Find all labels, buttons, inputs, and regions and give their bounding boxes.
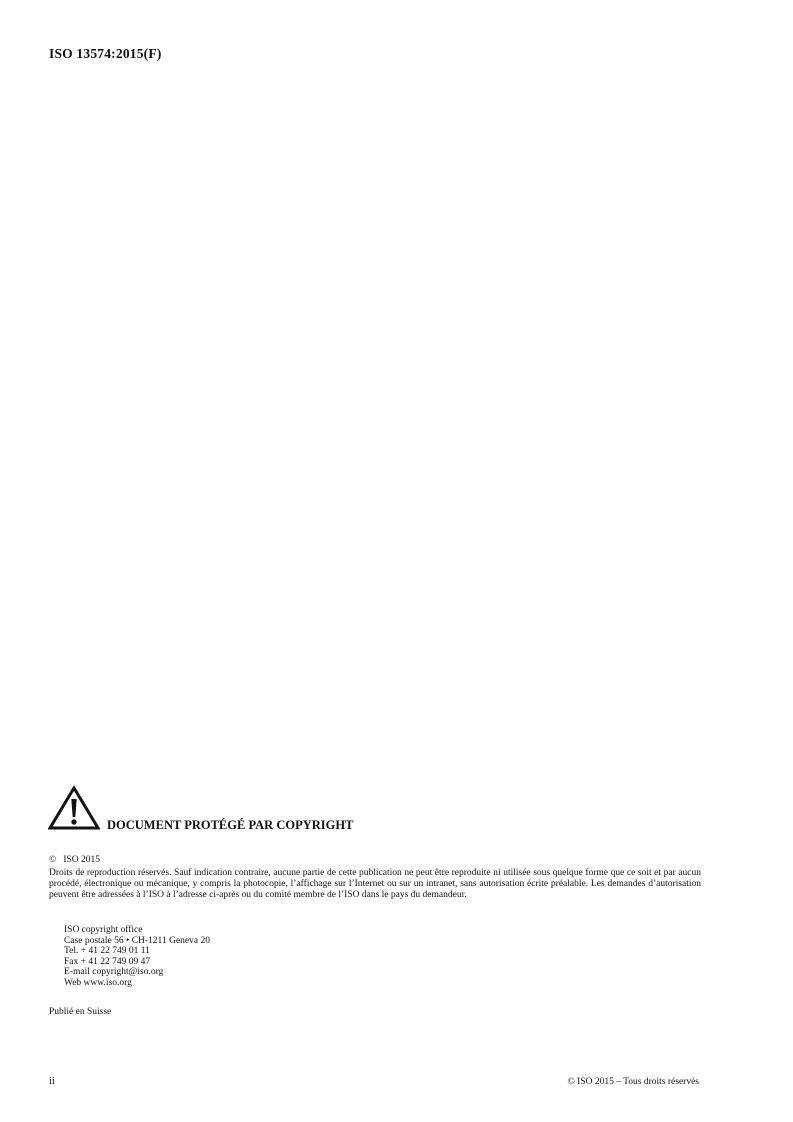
- rights-notice: Droits de reproduction réservés. Sauf indication contraire, aucune partie de cette publication ne peut être reproduite ni utilisée sous quelque forme que ce soit et par aucun procédé, électronique ou mécanique, y compris la photocopie, l’affichage sur l’Internet ou sur un intranet, sans autorisation écrite préalable. Les demandes d’autorisation peuvent être adressées à l’ISO à l’adresse ci-après ou du comité membre de l’ISO dans le pays du demandeur.: [49, 868, 701, 900]
- page-number: ii: [49, 1076, 55, 1087]
- copyright-warning: [48, 785, 748, 833]
- published-in: Publié en Suisse: [49, 1007, 112, 1017]
- address-postal: Case postale 56 • CH-1211 Geneva 20: [64, 935, 210, 946]
- address-email: E-mail copyright@iso.org: [64, 967, 164, 977]
- address-office: ISO copyright office: [64, 925, 143, 935]
- footer-copyright: © ISO 2015 – Tous droits réservés: [567, 1077, 699, 1087]
- address-web: Web www.iso.org: [64, 977, 132, 988]
- warning-triangle-icon: [48, 785, 100, 831]
- copyright-holder: ISO 2015: [63, 855, 101, 865]
- address-block: [64, 925, 210, 988]
- copyright-line: [49, 855, 100, 865]
- copyright-symbol: ©: [49, 855, 57, 865]
- address-tel: Tel. + 41 22 749 01 11: [64, 946, 150, 956]
- address-fax: Fax + 41 22 749 09 47: [64, 956, 151, 967]
- warning-title: DOCUMENT PROTÉGÉ PAR COPYRIGHT: [107, 818, 354, 832]
- document-id: ISO 13574:2015(F): [49, 46, 162, 61]
